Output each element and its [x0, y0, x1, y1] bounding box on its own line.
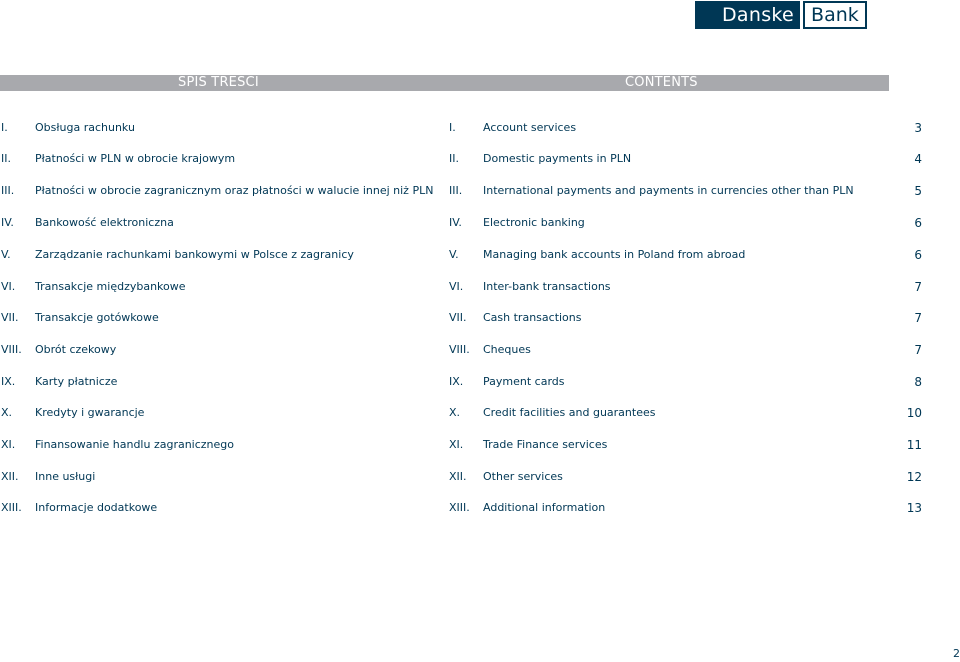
row-number-pl: VIII. [1, 343, 22, 356]
row-number-en: III. [449, 184, 463, 197]
toc-row [0, 120, 960, 136]
row-title-en: International payments and payments in currencies other than PLN [483, 184, 854, 197]
row-page: 7 [914, 280, 922, 294]
row-title-pl: Obsługa rachunku [35, 121, 135, 134]
toc-header-bar [0, 75, 889, 91]
row-title-en: Other services [483, 470, 563, 483]
row-page: 5 [914, 184, 922, 198]
row-number-pl: X. [1, 406, 13, 419]
row-title-en: Cash transactions [483, 311, 582, 324]
row-number-en: VII. [449, 311, 467, 324]
row-number-en: X. [449, 406, 461, 419]
toc-row [0, 310, 960, 326]
row-title-en: Trade Finance services [483, 438, 608, 451]
row-page: 7 [914, 343, 922, 357]
row-page: 8 [914, 375, 922, 389]
toc-row [0, 374, 960, 390]
row-page: 6 [914, 216, 922, 230]
row-title-pl: Karty płatnicze [35, 375, 118, 388]
row-number-pl: V. [1, 248, 11, 261]
row-number-en: IX. [449, 375, 464, 388]
row-page: 4 [914, 152, 922, 166]
row-page: 3 [914, 121, 922, 135]
row-number-pl: IX. [1, 375, 16, 388]
row-title-pl: Bankowość elektroniczna [35, 216, 174, 229]
row-number-pl: III. [1, 184, 15, 197]
row-page: 7 [914, 311, 922, 325]
toc-row [0, 215, 960, 231]
row-page: 10 [906, 406, 922, 420]
row-number-en: IV. [449, 216, 462, 229]
row-number-en: XI. [449, 438, 464, 451]
danske-bank-logo [695, 1, 882, 29]
toc-row [0, 342, 960, 358]
row-title-en: Electronic banking [483, 216, 585, 229]
page-number: 2 [953, 647, 960, 660]
row-number-en: VIII. [449, 343, 470, 356]
row-title-pl: Zarządzanie rachunkami bankowymi w Polsce z zagranicy [35, 248, 354, 261]
row-title-pl: Inne usługi [35, 470, 96, 483]
toc-row [0, 405, 960, 421]
row-number-en: XII. [449, 470, 467, 483]
row-number-pl: XIII. [1, 501, 22, 514]
row-number-en: I. [449, 121, 456, 134]
row-page: 11 [906, 438, 922, 452]
row-title-en: Additional information [483, 501, 606, 514]
row-number-pl: VII. [1, 311, 19, 324]
row-number-en: II. [449, 152, 459, 165]
row-title-pl: Informacje dodatkowe [35, 501, 158, 514]
row-number-pl: I. [1, 121, 8, 134]
row-number-pl: IV. [1, 216, 14, 229]
header-english: CONTENTS [625, 75, 698, 90]
row-title-pl: Transakcje międzybankowe [35, 280, 186, 293]
row-number-en: VI. [449, 280, 464, 293]
row-title-pl: Płatności w obrocie zagranicznym oraz płatności w walucie innej niż PLN [35, 184, 434, 197]
toc-row [0, 279, 960, 295]
row-number-pl: XII. [1, 470, 19, 483]
row-title-en: Credit facilities and guarantees [483, 406, 656, 419]
row-number-pl: II. [1, 152, 11, 165]
row-title-pl: Finansowanie handlu zagranicznego [35, 438, 235, 451]
row-title-pl: Obrót czekowy [35, 343, 117, 356]
row-number-pl: VI. [1, 280, 16, 293]
row-title-pl: Transakcje gotówkowe [35, 311, 159, 324]
row-number-en: XIII. [449, 501, 470, 514]
row-title-en: Cheques [483, 343, 531, 356]
toc-row [0, 183, 960, 199]
row-page: 12 [906, 470, 922, 484]
row-number-en: V. [449, 248, 459, 261]
toc-row [0, 151, 960, 167]
row-title-pl: Kredyty i gwarancje [35, 406, 145, 419]
row-title-en: Managing bank accounts in Poland from abroad [483, 248, 746, 261]
header-polish: SPIS TREŚCI [178, 75, 259, 90]
row-number-pl: XI. [1, 438, 16, 451]
row-title-en: Account services [483, 121, 577, 134]
row-title-en: Inter-bank transactions [483, 280, 611, 293]
row-page: 6 [914, 248, 922, 262]
row-title-en: Domestic payments in PLN [483, 152, 632, 165]
toc-row [0, 437, 960, 453]
row-title-pl: Płatności w PLN w obrocie krajowym [35, 152, 236, 165]
logo-bank: Bank [803, 1, 867, 29]
row-title-en: Payment cards [483, 375, 565, 388]
logo-danske: Danske [695, 1, 800, 29]
row-page: 13 [906, 501, 922, 515]
toc-row [0, 500, 960, 516]
toc-row [0, 247, 960, 263]
toc-row [0, 469, 960, 485]
